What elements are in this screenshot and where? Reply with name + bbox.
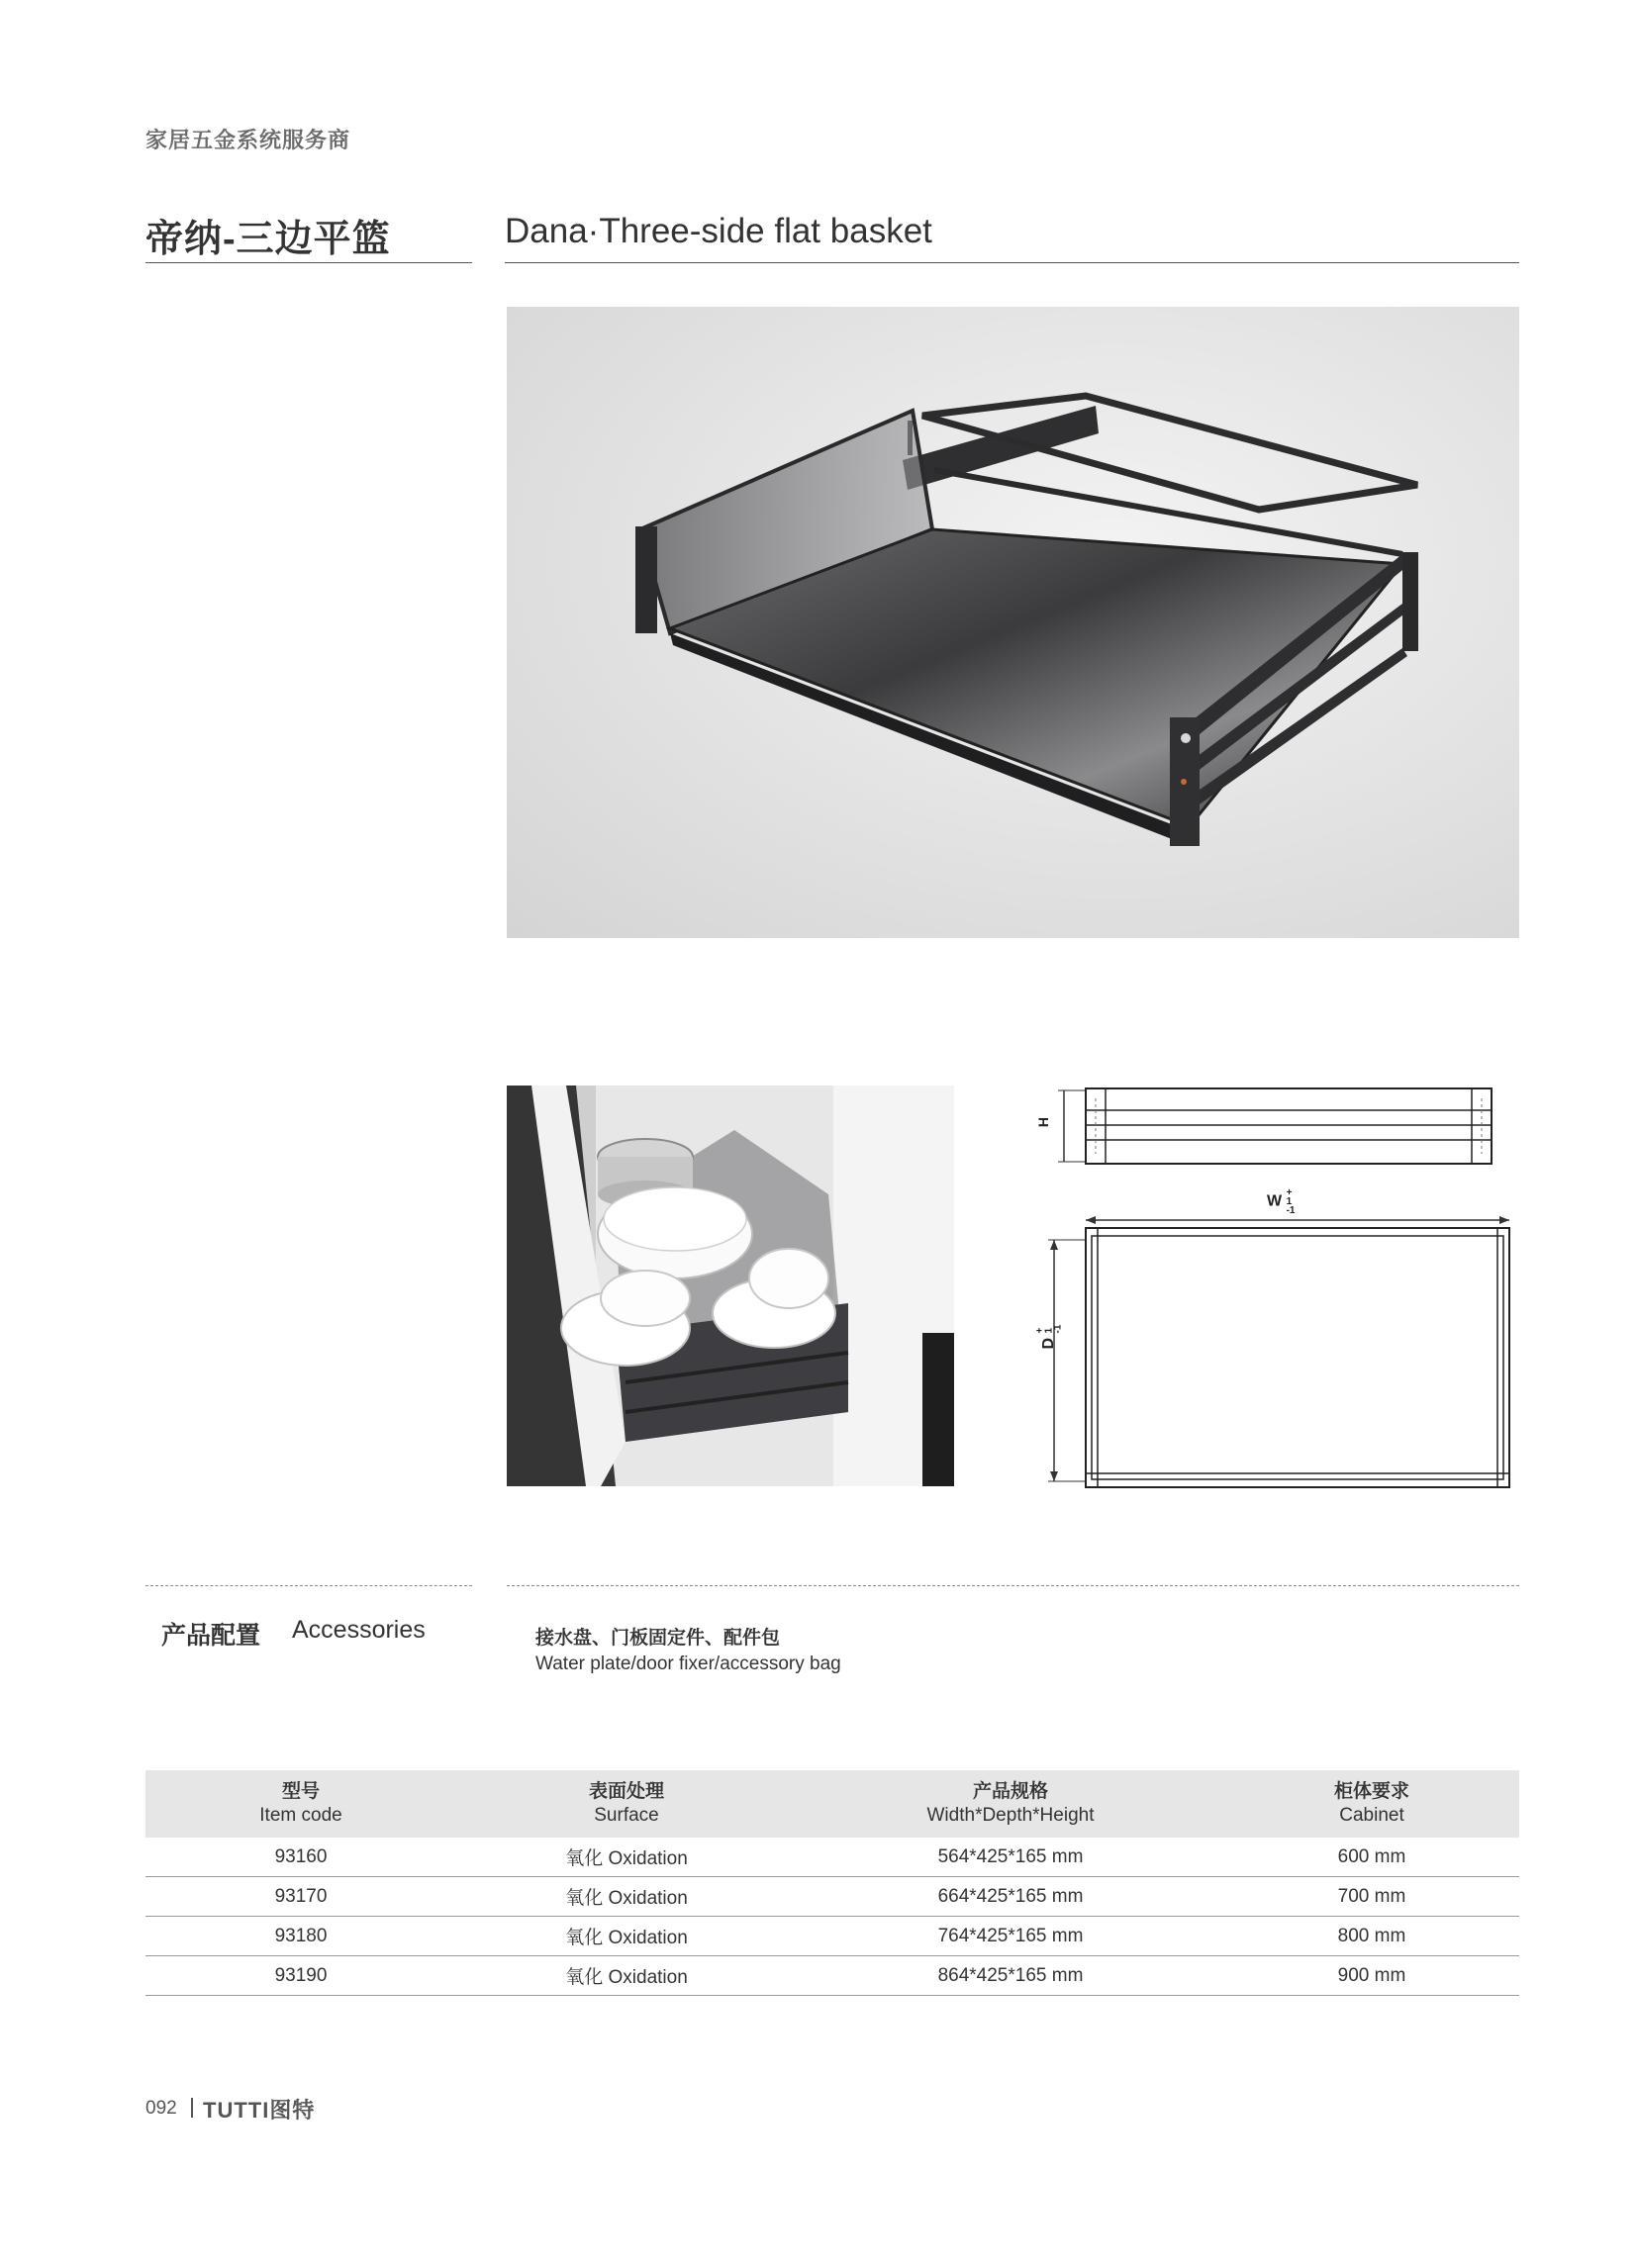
product-photo bbox=[507, 307, 1519, 938]
depth-tolerance: +1 -1 bbox=[1034, 1324, 1064, 1334]
page-title-cn: 帝纳-三边平篮 bbox=[145, 219, 391, 260]
installed-photo bbox=[507, 1086, 954, 1486]
cell-code: 93160 bbox=[145, 1838, 456, 1877]
table-header-row bbox=[145, 1770, 1519, 1838]
cell-size: 664*425*165 mm bbox=[797, 1877, 1224, 1917]
header-surface: 表面处理 Surface bbox=[456, 1770, 797, 1838]
table-row bbox=[145, 1917, 1519, 1956]
header-cabinet: 柜体要求 Cabinet bbox=[1224, 1770, 1519, 1838]
cell-size: 864*425*165 mm bbox=[797, 1956, 1224, 1996]
page-number: 092 bbox=[145, 2098, 177, 2119]
kitchen-drawer-illustration bbox=[507, 1086, 954, 1486]
width-label bbox=[1267, 1188, 1297, 1215]
header-size: 产品规格 Width*Depth*Height bbox=[797, 1770, 1224, 1838]
width-letter: W bbox=[1267, 1192, 1283, 1210]
height-label: H bbox=[1035, 1116, 1052, 1128]
cell-cabinet: 600 mm bbox=[1224, 1838, 1519, 1877]
table-row bbox=[145, 1838, 1519, 1877]
cell-surface: 氧化 Oxidation bbox=[456, 1917, 797, 1956]
front-view-svg bbox=[1054, 1081, 1519, 1172]
table-row bbox=[145, 1877, 1519, 1917]
title-rule-right bbox=[505, 262, 1519, 263]
depth-label bbox=[1036, 1323, 1063, 1349]
table-row bbox=[145, 1956, 1519, 1996]
divider-left bbox=[145, 1585, 472, 1586]
footer-divider bbox=[191, 2098, 193, 2118]
cell-size: 764*425*165 mm bbox=[797, 1917, 1224, 1956]
cell-code: 93190 bbox=[145, 1956, 456, 1996]
cell-cabinet: 800 mm bbox=[1224, 1917, 1519, 1956]
cell-cabinet: 900 mm bbox=[1224, 1956, 1519, 1996]
basket-illustration bbox=[507, 307, 1519, 938]
brand-logo: TUTTI图特 bbox=[203, 2098, 316, 2123]
accessories-label-cn: 产品配置 bbox=[161, 1622, 261, 1650]
top-view-drawing bbox=[1034, 1184, 1519, 1493]
header-item-code: 型号 Item code bbox=[145, 1770, 456, 1838]
spec-table bbox=[145, 1770, 1519, 1996]
brand-tagline: 家居五金系统服务商 bbox=[145, 128, 351, 152]
page-title-en: Dana·Three-side flat basket bbox=[505, 212, 932, 250]
cell-code: 93180 bbox=[145, 1917, 456, 1956]
cell-surface: 氧化 Oxidation bbox=[456, 1956, 797, 1996]
accessories-desc-cn: 接水盘、门板固定件、配件包 bbox=[535, 1628, 781, 1649]
cell-code: 93170 bbox=[145, 1877, 456, 1917]
cell-cabinet: 700 mm bbox=[1224, 1877, 1519, 1917]
accessories-desc-en: Water plate/door fixer/accessory bag bbox=[535, 1654, 841, 1674]
width-tolerance: +1 -1 bbox=[1286, 1187, 1296, 1216]
cell-surface: 氧化 Oxidation bbox=[456, 1877, 797, 1917]
accessories-label-en: Accessories bbox=[292, 1616, 426, 1644]
title-rule-left bbox=[145, 262, 472, 263]
front-view-drawing bbox=[1035, 1081, 1519, 1172]
divider-right bbox=[507, 1585, 1519, 1586]
depth-letter: D bbox=[1040, 1337, 1058, 1350]
cell-size: 564*425*165 mm bbox=[797, 1838, 1224, 1877]
top-view-svg bbox=[1044, 1184, 1519, 1493]
cell-surface: 氧化 Oxidation bbox=[456, 1838, 797, 1877]
